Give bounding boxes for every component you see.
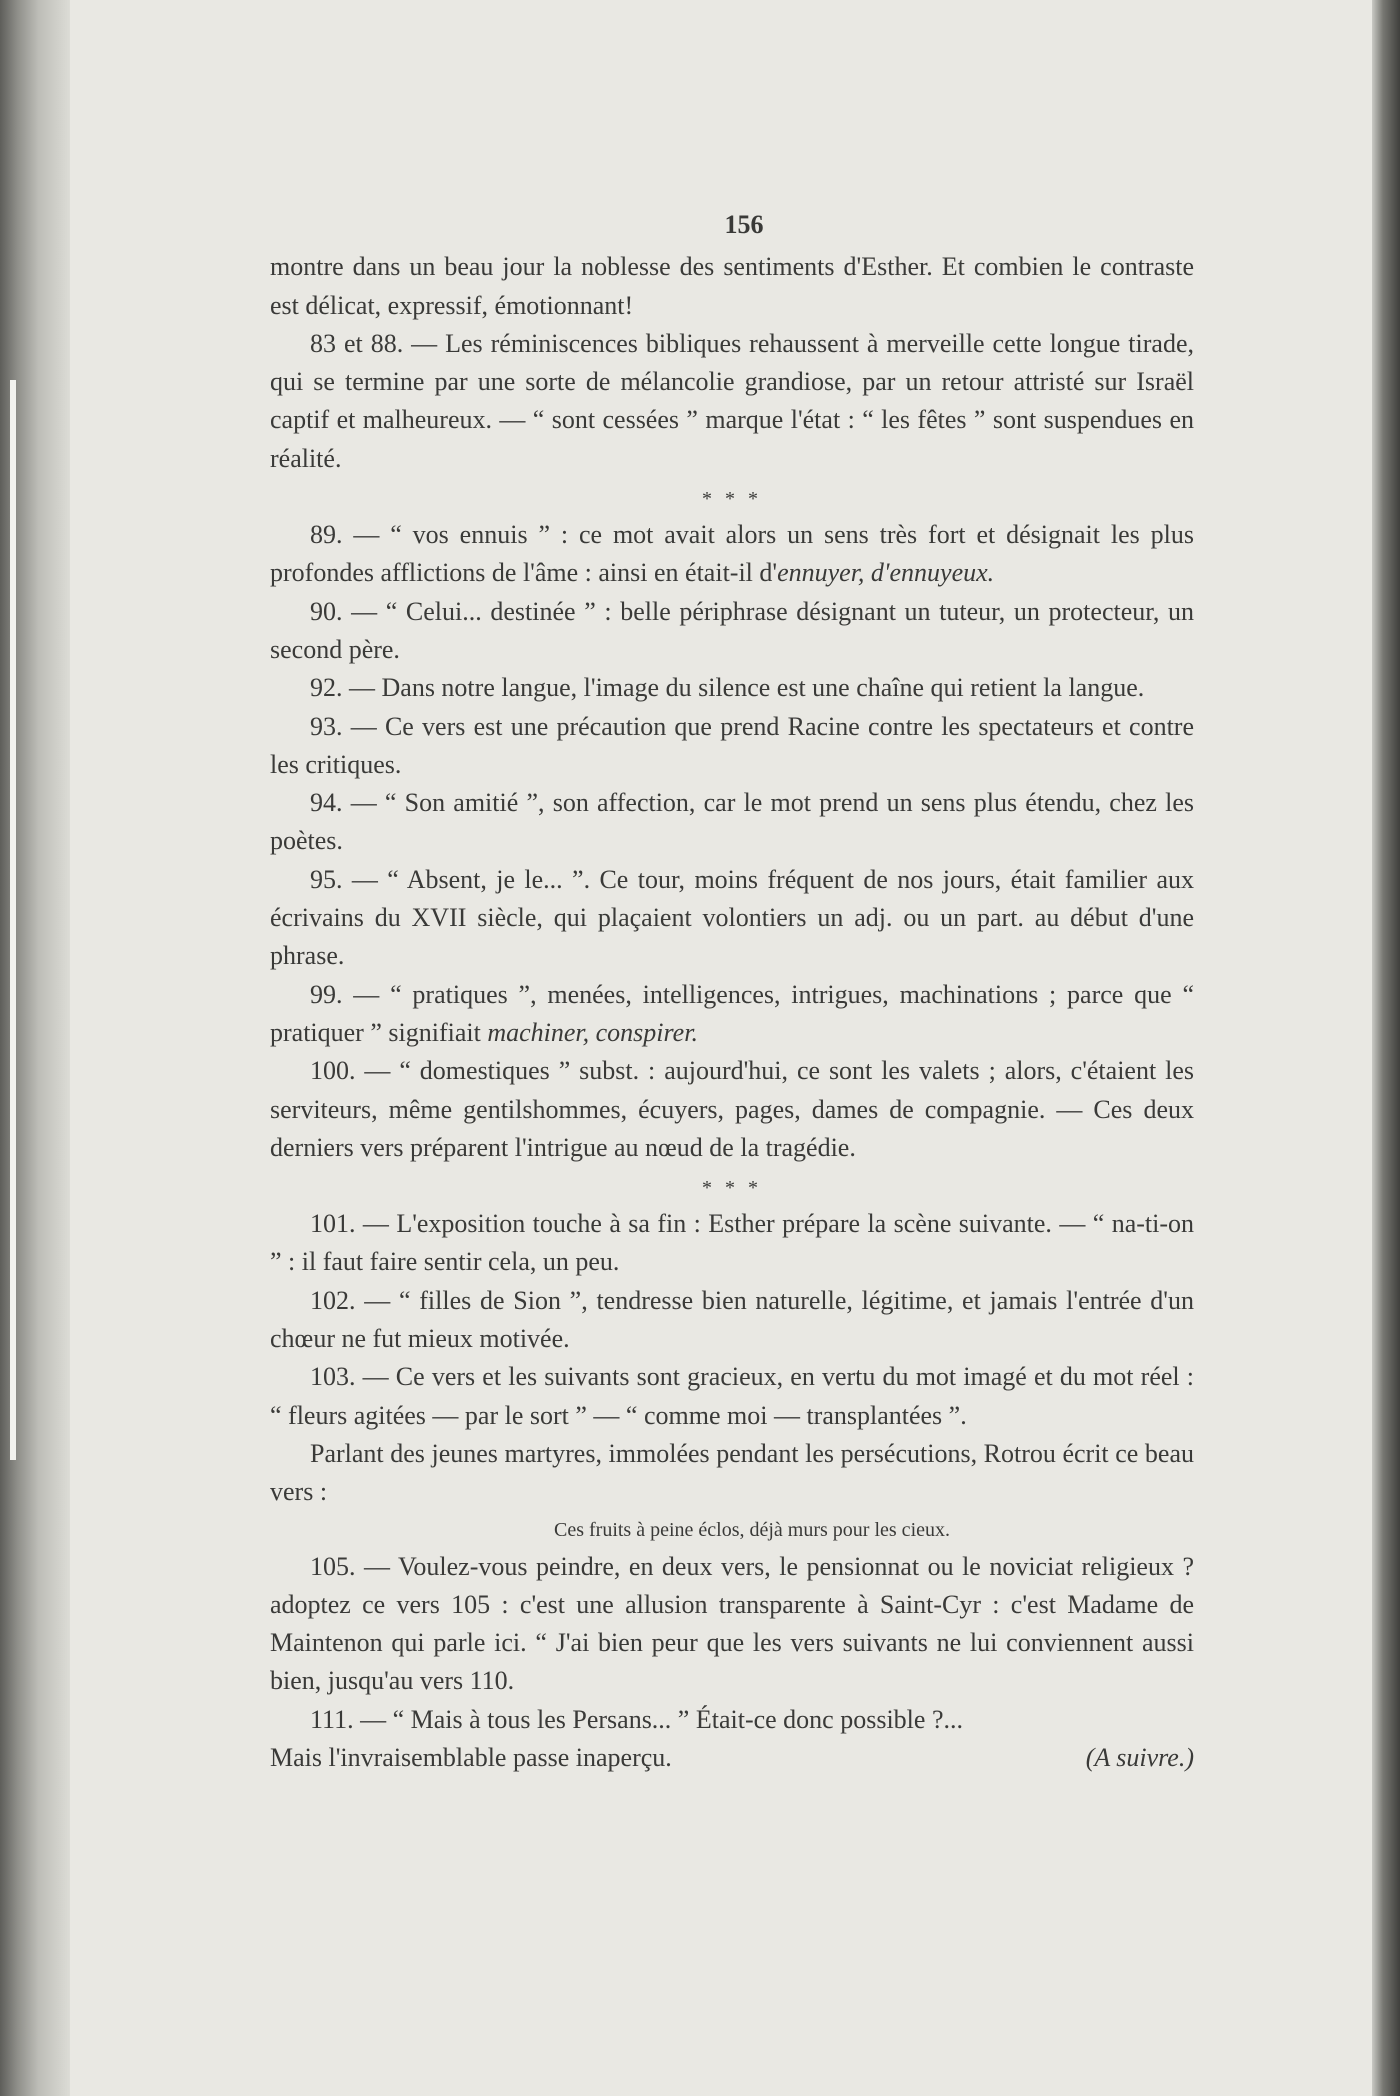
paragraph: 103. — Ce vers et les suivants sont gracieux, en vertu du mot imagé et du mot réel : “ fleurs agitées — par le sort ” — “ comme moi — transplantées ”. <box>270 1362 1194 1430</box>
paragraph: 90. — “ Celui... destinée ” : belle périphrase désignant un tuteur, un protecteur, un second père. <box>270 596 1194 664</box>
paragraph: 102. — “ filles de Sion ”, tendresse bien naturelle, légitime, et jamais l'entrée d'un chœur ne fut mieux motivée. <box>270 1285 1194 1354</box>
page-number: 156 <box>724 210 764 239</box>
binding-paper-strip <box>10 380 16 1460</box>
paragraph: montre dans un beau jour la noblesse des sentiments d'Esther. Et combien le contraste est délicat, expressif, émotionnant! <box>270 252 1194 320</box>
paragraph <box>270 976 1194 1053</box>
paragraph: 95. — “ Absent, je le... ”. Ce tour, moins fréquent de nos jours, était familier aux écrivains du XVII siècle, qui plaçaient volontiers un adj. ou un part. au début d'une phrase. <box>270 864 1194 971</box>
paragraph-text: 99. — “ pratiques ”, menées, intelligences, intrigues, machinations ; parce que “ pratiquer ” signifiait <box>270 979 1194 1047</box>
paragraph-italic-text: machiner, conspirer. <box>487 1017 698 1047</box>
paragraph: 105. — Voulez-vous peindre, en deux vers, le pensionnat ou le noviciat religieux ? adoptez ce vers 105 : c'est une allusion transparente à Saint-Cyr : c'est Madame de Maintenon qui parle ici. “ J'ai bien peur que les vers suivants ne lui conviennent aussi bien, jusqu'au vers 110. <box>270 1551 1194 1696</box>
paragraph: 101. — L'exposition touche à sa fin : Esther prépare la scène suivante. — “ na-ti-on ” : il faut faire sentir cela, un peu. <box>270 1209 1194 1277</box>
section-separator: * * * <box>702 1177 762 1200</box>
closing-line <box>270 1739 1194 1777</box>
paragraph: 100. — “ domestiques ” subst. : aujourd'hui, ce sont les valets ; alors, c'étaient les serviteurs, même gentilshommes, écuyers, pages, dames de compagnie. — Ces deux derniers vers préparent l'intrigue au nœud de la tragédie. <box>270 1056 1194 1162</box>
paragraph: Parlant des jeunes martyres, immolées pendant les persécutions, Rotrou écrit ce beau vers : <box>270 1438 1194 1507</box>
paragraph: 83 et 88. — Les réminiscences bibliques rehaussent à merveille cette longue tirade, qui se termine par une sorte de mélancolie grandiose, par un retour attristé sur Israël captif et malheureux. — “ sont cessées ” marque l'état : “ les fêtes ” sont suspendues en réalité. <box>270 328 1194 473</box>
paragraph: 93. — Ce vers est une précaution que prend Racine contre les spectateurs et contre les critiques. <box>270 711 1194 779</box>
section-separator: * * * <box>702 488 762 511</box>
paragraph-text: 89. — “ vos ennuis ” : ce mot avait alors un sens très fort et désignait les plus profondes afflictions de l'âme : ainsi en était-il d' <box>270 520 1194 588</box>
verse-quote: Ces fruits à peine éclos, déjà murs pour les cieux. <box>554 1518 950 1541</box>
page-text-block <box>270 206 1194 1777</box>
paragraph: 111. — “ Mais à tous les Persans... ” Était-ce donc possible ?... <box>310 1704 963 1734</box>
paragraph: 94. — “ Son amitié ”, son affection, car le mot prend un sens plus étendu, chez les poètes. <box>270 788 1194 856</box>
page-edge-shadow <box>1372 0 1400 2096</box>
paragraph: 92. — Dans notre langue, l'image du silence est une chaîne qui retient la langue. <box>310 673 1145 703</box>
paragraph-italic-text: ennuyer, d'ennuyeux. <box>777 558 995 588</box>
continuation-note: (A suivre.) <box>1085 1742 1194 1772</box>
paragraph <box>270 516 1194 593</box>
paragraph-text: Mais l'invraisemblable passe inaperçu. <box>270 1742 672 1772</box>
